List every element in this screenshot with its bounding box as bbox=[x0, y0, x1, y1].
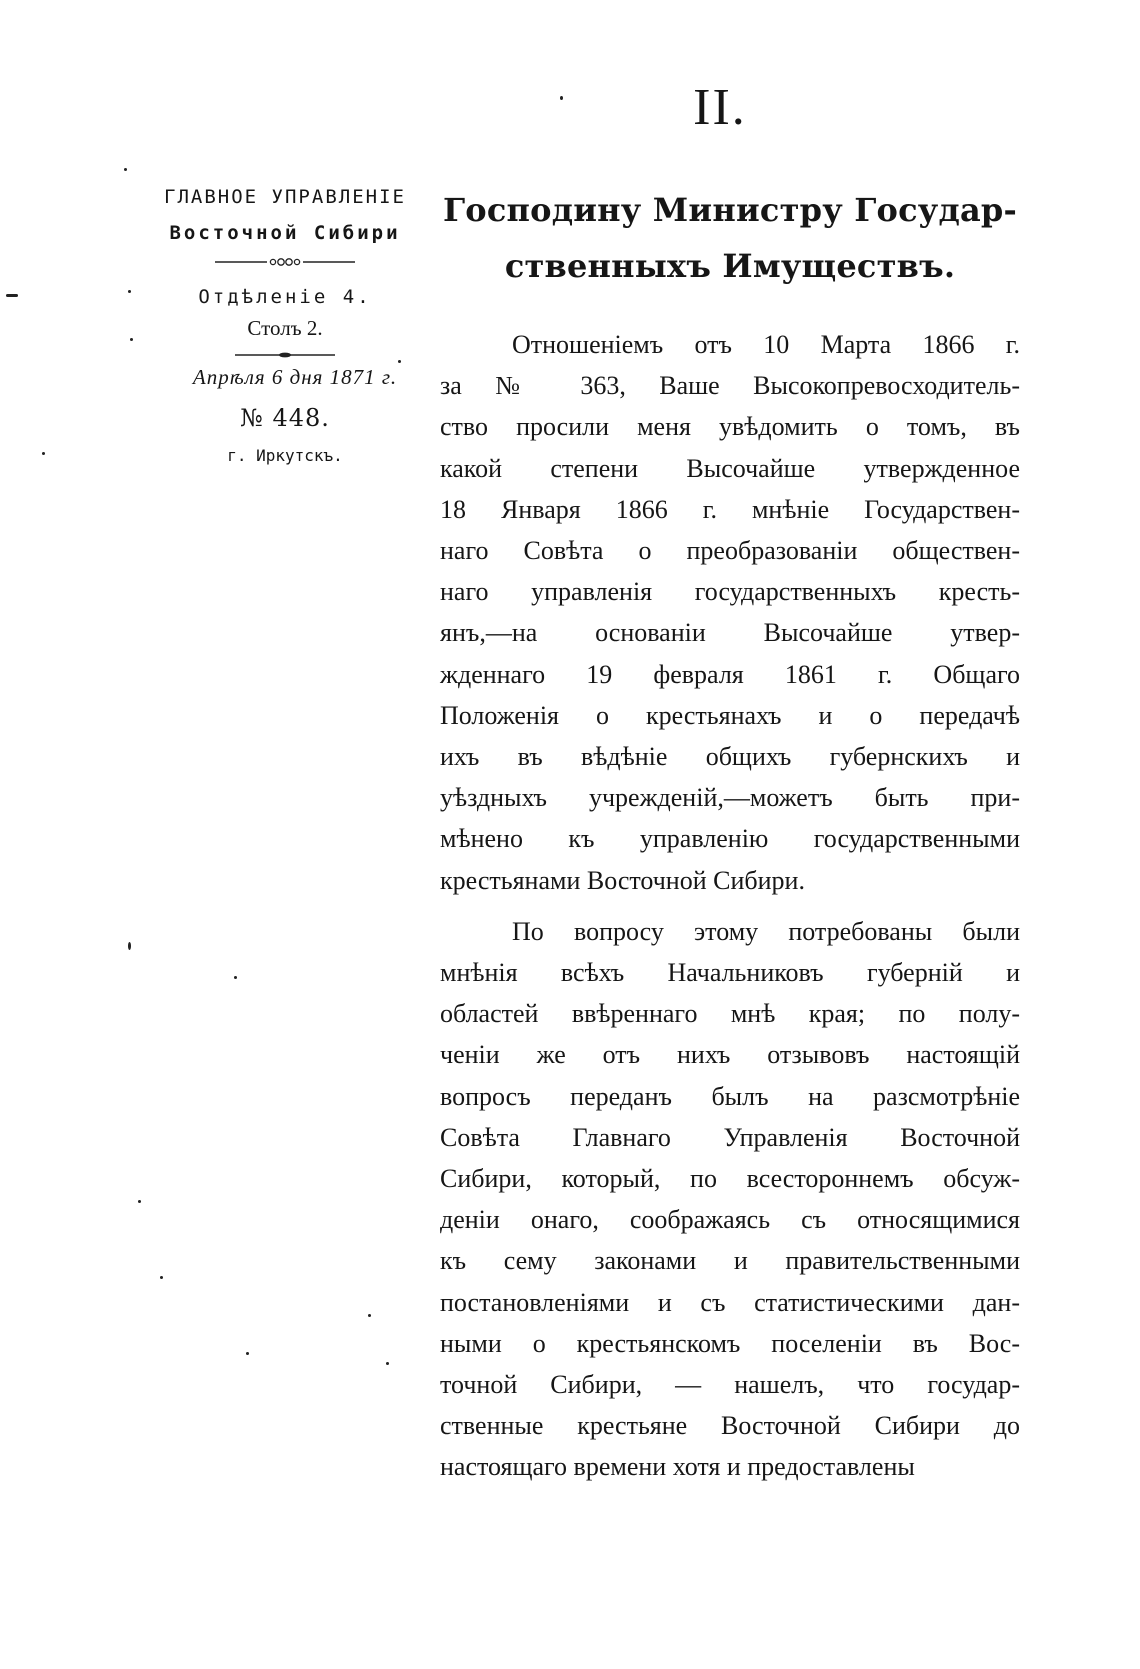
scan-speck bbox=[138, 1200, 141, 1203]
paragraph-line: къ сему законами и правительственными bbox=[440, 1246, 1020, 1276]
margin-date: Апрѣля 6 дня 1871 г. bbox=[192, 365, 398, 389]
scan-speck bbox=[246, 1352, 249, 1355]
scan-speck bbox=[6, 294, 18, 297]
paragraph-line: точной Сибири, — нашелъ, что государ- bbox=[440, 1370, 1020, 1400]
margin-note bbox=[130, 186, 440, 465]
paragraph-line: ство просили меня увѣдомить о томъ, въ bbox=[440, 412, 1020, 442]
address-line: Господину Министру Государ- bbox=[443, 191, 1017, 229]
paragraph-line: мѣнено къ управленію государственными bbox=[440, 824, 1020, 854]
paragraph-line: ственные крестьяне Восточной Сибири до bbox=[440, 1411, 1020, 1441]
margin-number: № 448. bbox=[240, 404, 330, 432]
paragraph-line: ными о крестьянскомъ поселеніи въ Вос- bbox=[440, 1328, 1020, 1358]
paragraph-line: ченіи же отъ нихъ отзывовъ настоящій bbox=[440, 1040, 1020, 1070]
paragraph-line: мнѣнія всѣхъ Начальниковъ губерній и bbox=[440, 958, 1020, 988]
address-line: ственныхъ Имуществъ. bbox=[504, 247, 956, 285]
paragraph-line: Отношеніемъ отъ 10 Марта 1866 г. bbox=[512, 330, 1020, 359]
letter-address bbox=[440, 182, 1020, 294]
margin-region: Восточной Сибири bbox=[169, 222, 401, 244]
paragraph-line: ихъ въ вѣдѣніе общихъ губернскихъ и bbox=[440, 742, 1020, 772]
paragraph-line: 18 Января 1866 г. мнѣніе Государствен- bbox=[440, 494, 1020, 524]
paragraph-line: уѣздныхъ учрежденій,—можетъ быть при- bbox=[440, 783, 1020, 813]
paragraph bbox=[440, 324, 1020, 901]
paragraph bbox=[440, 911, 1020, 1488]
scan-speck bbox=[398, 360, 401, 363]
scan-speck bbox=[124, 168, 127, 171]
section-numeral: II. bbox=[693, 79, 747, 136]
ornament-divider bbox=[215, 256, 355, 268]
paragraph-line: областей ввѣреннаго мнѣ края; по полу- bbox=[440, 999, 1020, 1029]
margin-city: г. Иркутскъ. bbox=[227, 446, 343, 465]
margin-department: ГЛАВНОЕ УПРАВЛЕНІЕ bbox=[164, 186, 406, 208]
paragraph-line: вопросъ переданъ былъ на разсмотрѣніе bbox=[440, 1081, 1020, 1111]
paragraph-line: какой степени Высочайше утвержденное bbox=[440, 453, 1020, 483]
paragraph-line: деніи онаго, соображаясь съ относящимися bbox=[440, 1205, 1020, 1235]
paragraph-line: настоящаго времени хотя и предоставлены bbox=[440, 1452, 915, 1482]
scan-speck bbox=[386, 1362, 389, 1365]
margin-table: Столъ 2. bbox=[247, 316, 323, 340]
scan-speck bbox=[560, 96, 563, 100]
paragraph-line: крестьянами Восточной Сибири. bbox=[440, 865, 805, 895]
paragraph-line: Совѣта Главнаго Управленія Восточной bbox=[440, 1122, 1020, 1152]
margin-division: Отдѣленіе 4. bbox=[198, 286, 372, 308]
paragraph-line: наго Совѣта о преобразованіи обществен- bbox=[440, 536, 1020, 566]
scan-speck bbox=[128, 290, 131, 293]
scan-speck bbox=[234, 976, 237, 979]
paragraph-line: По вопросу этому потребованы были bbox=[512, 916, 1020, 946]
letter-body bbox=[440, 182, 1020, 1488]
paragraph-line: наго управленія государственныхъ кресть- bbox=[440, 577, 1020, 607]
scan-speck bbox=[368, 1314, 371, 1317]
paragraph-line: Положенія о крестьянахъ и о передачѣ bbox=[440, 700, 1020, 730]
scan-speck bbox=[130, 338, 133, 341]
paragraph-line: жденнаго 19 февраля 1861 г. Общаго bbox=[440, 659, 1020, 689]
short-rule-divider bbox=[235, 351, 335, 359]
scan-speck bbox=[128, 942, 131, 950]
paragraph-line: Сибири, который, по всестороннемъ обсуж- bbox=[440, 1164, 1020, 1194]
paragraph-line: за № 363, Ваше Высокопревосходитель- bbox=[440, 371, 1020, 401]
paragraph-line: постановленіями и съ статистическими дан- bbox=[440, 1287, 1020, 1317]
scan-speck bbox=[160, 1276, 163, 1279]
scan-speck bbox=[42, 452, 45, 455]
paragraph-line: янъ,—на основаніи Высочайше утвер- bbox=[440, 618, 1020, 648]
